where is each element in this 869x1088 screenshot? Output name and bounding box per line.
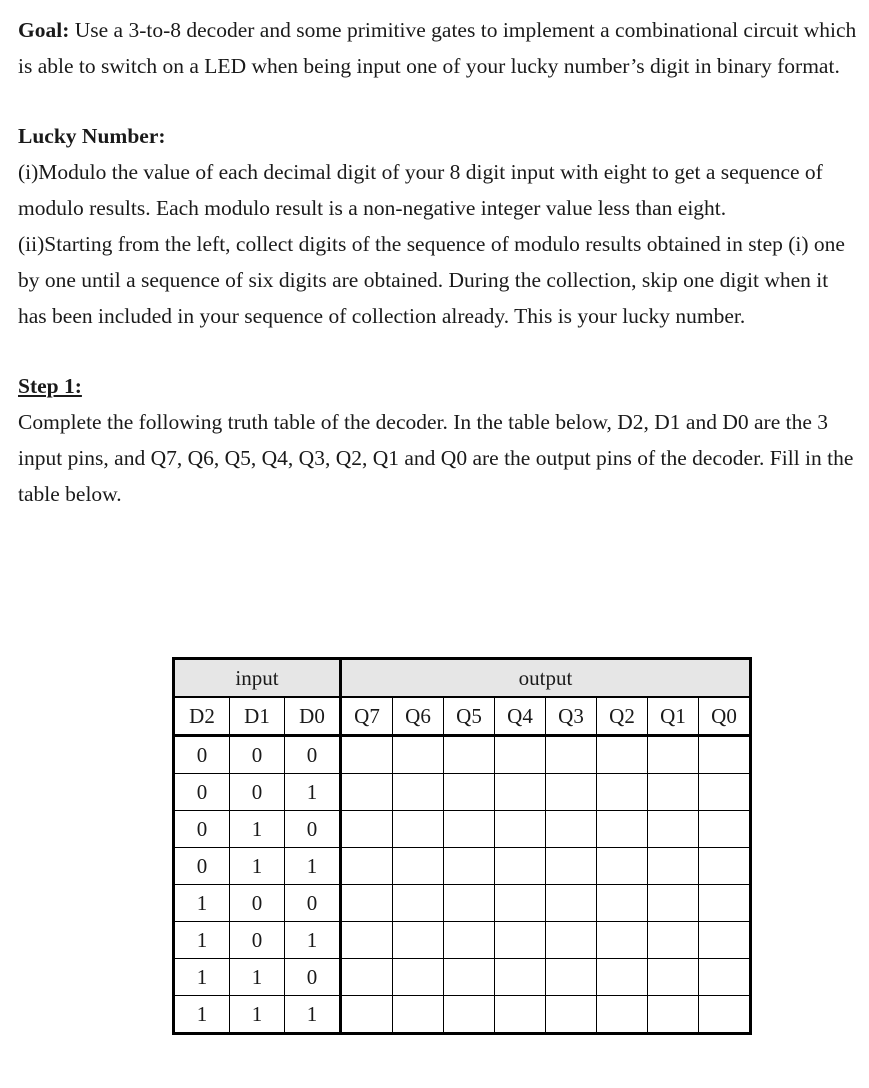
goal-text: Use a 3-to-8 decoder and some primitive gates to implement a combinational circuit which is able to switch on a LED when being input one of your lucky number’s digit in binary format. <box>18 18 857 78</box>
output-cell-empty[interactable] <box>546 885 597 922</box>
output-cell-empty[interactable] <box>341 736 393 774</box>
output-col-header-q3: Q3 <box>546 697 597 736</box>
output-cell-empty[interactable] <box>495 811 546 848</box>
output-cell-empty[interactable] <box>444 848 495 885</box>
input-cell: 1 <box>174 959 230 996</box>
table-row <box>174 811 751 848</box>
output-cell-empty[interactable] <box>699 811 751 848</box>
input-cell: 1 <box>174 922 230 959</box>
output-cell-empty[interactable] <box>444 959 495 996</box>
output-cell-empty[interactable] <box>648 922 699 959</box>
input-cell: 1 <box>174 996 230 1034</box>
output-cell-empty[interactable] <box>648 959 699 996</box>
output-cell-empty[interactable] <box>648 736 699 774</box>
input-cell: 1 <box>174 885 230 922</box>
output-cell-empty[interactable] <box>444 885 495 922</box>
input-cell: 0 <box>285 885 341 922</box>
input-cell: 1 <box>230 811 285 848</box>
output-cell-empty[interactable] <box>648 774 699 811</box>
output-cell-empty[interactable] <box>699 885 751 922</box>
output-cell-empty[interactable] <box>495 959 546 996</box>
input-cell: 0 <box>230 885 285 922</box>
output-cell-empty[interactable] <box>495 885 546 922</box>
input-cell: 1 <box>230 848 285 885</box>
step1-text: Complete the following truth table of the decoder. In the table below, D2, D1 and D0 are the 3 input pins, and Q7, Q6, Q5, Q4, Q3, Q2, Q1 and Q0 are the output pins of the decoder. Fill in the table below. <box>18 410 854 506</box>
output-col-header-q2: Q2 <box>597 697 648 736</box>
output-cell-empty[interactable] <box>393 922 444 959</box>
output-cell-empty[interactable] <box>341 885 393 922</box>
output-cell-empty[interactable] <box>699 922 751 959</box>
output-cell-empty[interactable] <box>597 996 648 1034</box>
input-cell: 0 <box>230 736 285 774</box>
goal-paragraph <box>18 12 858 84</box>
table-row <box>174 959 751 996</box>
output-cell-empty[interactable] <box>444 774 495 811</box>
table-row <box>174 774 751 811</box>
output-cell-empty[interactable] <box>495 922 546 959</box>
input-group-header: input <box>174 659 341 698</box>
input-cell: 0 <box>174 811 230 848</box>
output-cell-empty[interactable] <box>393 996 444 1034</box>
input-col-header-d1: D1 <box>230 697 285 736</box>
output-cell-empty[interactable] <box>546 736 597 774</box>
input-cell: 1 <box>285 996 341 1034</box>
input-cell: 1 <box>285 922 341 959</box>
lucky-number-heading: Lucky Number: <box>18 124 166 148</box>
output-cell-empty[interactable] <box>699 736 751 774</box>
output-cell-empty[interactable] <box>597 959 648 996</box>
table-row <box>174 922 751 959</box>
input-cell: 1 <box>230 996 285 1034</box>
table-row <box>174 885 751 922</box>
output-cell-empty[interactable] <box>546 774 597 811</box>
table-row <box>174 736 751 774</box>
output-col-header-q0: Q0 <box>699 697 751 736</box>
step1-heading-line <box>18 368 858 404</box>
output-cell-empty[interactable] <box>648 996 699 1034</box>
output-cell-empty[interactable] <box>341 959 393 996</box>
input-cell: 0 <box>230 774 285 811</box>
output-cell-empty[interactable] <box>546 811 597 848</box>
input-cell: 1 <box>230 959 285 996</box>
table-column-header-row <box>174 697 751 736</box>
truth-table <box>172 657 752 1035</box>
output-cell-empty[interactable] <box>444 736 495 774</box>
output-cell-empty[interactable] <box>393 774 444 811</box>
truth-table-container <box>172 657 752 1035</box>
output-cell-empty[interactable] <box>699 848 751 885</box>
step1-heading: Step 1: <box>18 374 82 398</box>
output-cell-empty[interactable] <box>597 848 648 885</box>
output-col-header-q1: Q1 <box>648 697 699 736</box>
output-cell-empty[interactable] <box>444 996 495 1034</box>
input-cell: 0 <box>285 736 341 774</box>
output-cell-empty[interactable] <box>341 922 393 959</box>
output-cell-empty[interactable] <box>546 996 597 1034</box>
input-cell: 0 <box>285 959 341 996</box>
input-col-header-d2: D2 <box>174 697 230 736</box>
output-cell-empty[interactable] <box>341 848 393 885</box>
input-cell: 0 <box>174 736 230 774</box>
output-col-header-q4: Q4 <box>495 697 546 736</box>
output-cell-empty[interactable] <box>341 811 393 848</box>
output-cell-empty[interactable] <box>393 959 444 996</box>
input-cell: 0 <box>174 774 230 811</box>
table-row <box>174 848 751 885</box>
output-cell-empty[interactable] <box>648 811 699 848</box>
document-page <box>18 12 858 512</box>
output-cell-empty[interactable] <box>699 959 751 996</box>
output-cell-empty[interactable] <box>393 848 444 885</box>
output-cell-empty[interactable] <box>546 848 597 885</box>
output-cell-empty[interactable] <box>597 736 648 774</box>
table-group-header-row <box>174 659 751 698</box>
table-row <box>174 996 751 1034</box>
output-cell-empty[interactable] <box>341 996 393 1034</box>
input-col-header-d0: D0 <box>285 697 341 736</box>
output-cell-empty[interactable] <box>699 774 751 811</box>
input-cell: 0 <box>174 848 230 885</box>
output-cell-empty[interactable] <box>597 885 648 922</box>
output-col-header-q7: Q7 <box>341 697 393 736</box>
output-cell-empty[interactable] <box>393 885 444 922</box>
output-cell-empty[interactable] <box>341 774 393 811</box>
lucky-step-i: (i)Modulo the value of each decimal digit of your 8 digit input with eight to get a sequence of modulo results. Each modulo result is a non-negative integer value less than eight. <box>18 160 823 220</box>
output-cell-empty[interactable] <box>495 774 546 811</box>
output-cell-empty[interactable] <box>495 736 546 774</box>
output-cell-empty[interactable] <box>546 959 597 996</box>
output-cell-empty[interactable] <box>444 811 495 848</box>
output-cell-empty[interactable] <box>699 996 751 1034</box>
input-cell: 1 <box>285 774 341 811</box>
input-cell: 0 <box>230 922 285 959</box>
output-col-header-q6: Q6 <box>393 697 444 736</box>
lucky-step-ii: (ii)Starting from the left, collect digits of the sequence of modulo results obtained in step (i) one by one until a sequence of six digits are obtained. During the collection, skip one digit when it has been included in your sequence of collection already. This is your lucky number. <box>18 232 845 328</box>
goal-label: Goal: <box>18 18 70 42</box>
output-cell-empty[interactable] <box>648 848 699 885</box>
output-group-header: output <box>341 659 751 698</box>
output-cell-empty[interactable] <box>444 922 495 959</box>
output-cell-empty[interactable] <box>393 811 444 848</box>
input-cell: 1 <box>285 848 341 885</box>
table-body <box>174 736 751 1034</box>
output-cell-empty[interactable] <box>597 774 648 811</box>
output-cell-empty[interactable] <box>546 922 597 959</box>
output-col-header-q5: Q5 <box>444 697 495 736</box>
output-cell-empty[interactable] <box>495 848 546 885</box>
output-cell-empty[interactable] <box>648 885 699 922</box>
output-cell-empty[interactable] <box>597 811 648 848</box>
input-cell: 0 <box>285 811 341 848</box>
output-cell-empty[interactable] <box>393 736 444 774</box>
output-cell-empty[interactable] <box>597 922 648 959</box>
output-cell-empty[interactable] <box>495 996 546 1034</box>
